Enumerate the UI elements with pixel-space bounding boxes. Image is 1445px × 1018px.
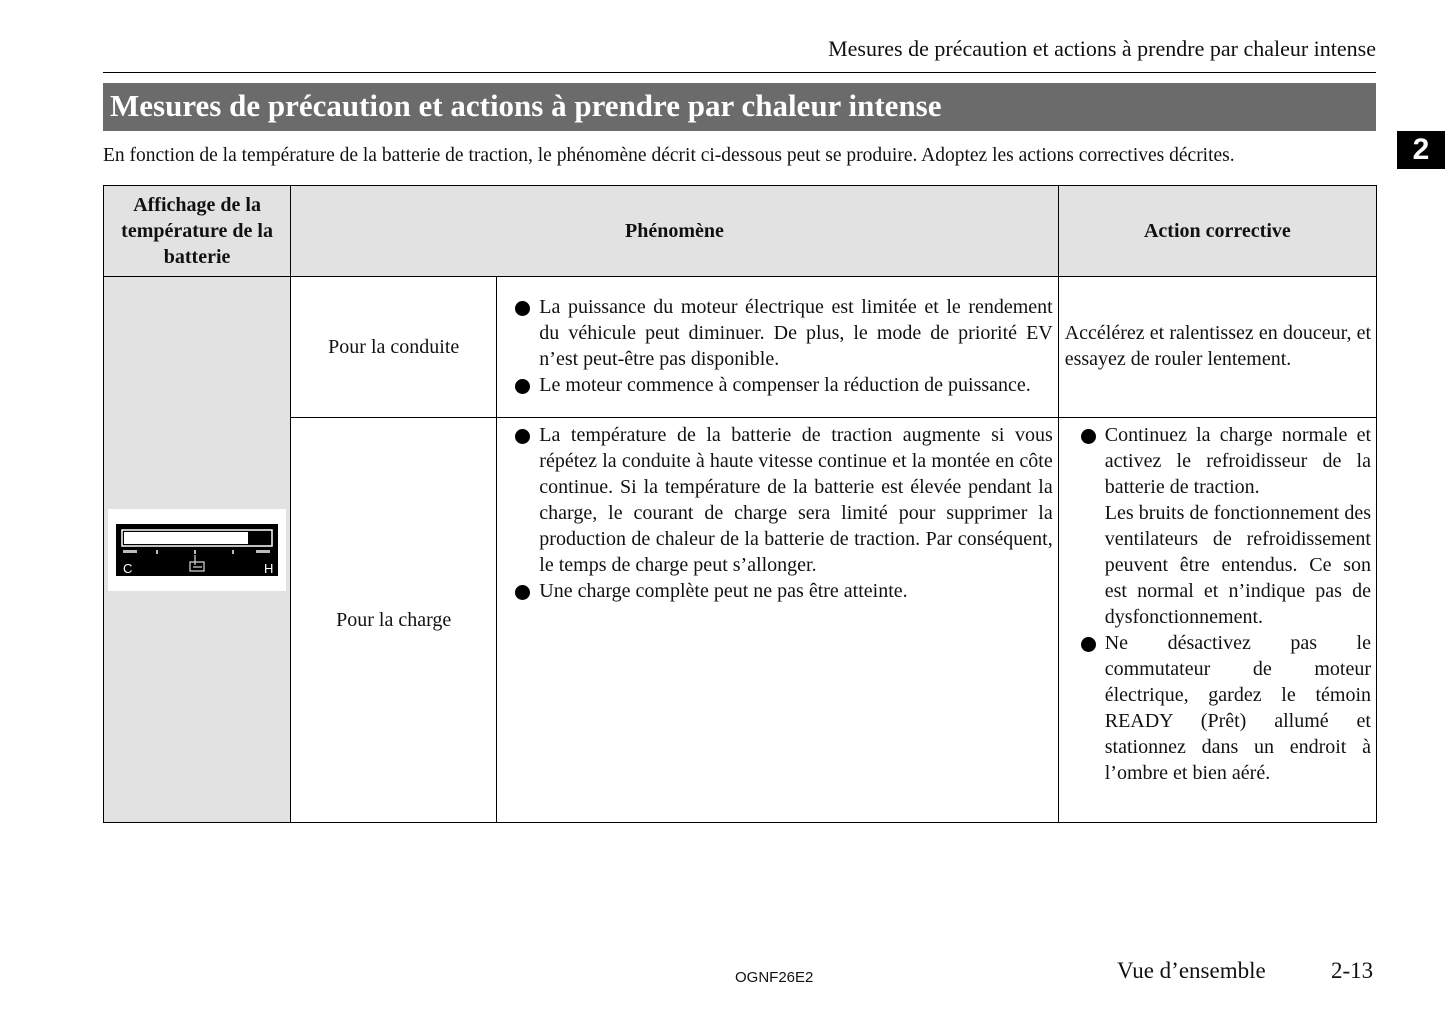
bullet-icon (515, 585, 530, 600)
header-action: Action corrective (1058, 186, 1376, 277)
list-item: Le moteur commence à compenser la réduction de puissance. (515, 372, 1052, 398)
table-header-row (104, 186, 1377, 277)
bullet-icon (515, 301, 530, 316)
header-phenomenon: Phénomène (291, 186, 1059, 277)
list-item: Ne désactivez pas le commutateur de moteur électrique, gardez le témoin READY (Prêt) allumé et stationnez dans un endroit à l’ombre et bien aéré. (1081, 630, 1371, 786)
context-charging: Pour la charge (291, 418, 497, 823)
table-row (104, 418, 1377, 823)
gauge-high-mark (256, 550, 270, 553)
header-rule (103, 72, 1376, 73)
gauge-tick (194, 550, 196, 554)
precaution-table (103, 185, 1377, 823)
gauge-tick (156, 550, 158, 554)
list-item: Continuez la charge normale et activez le refroidisseur de la batterie de traction. Les bruits de fonctionnement des ventilateurs de refroidissement peuvent être entendus. Ce son est normal et n’indique pas de dysfonctionnement. (1081, 422, 1371, 630)
header-display: Affichage de la température de la batterie (104, 186, 291, 277)
battery-temperature-gauge (108, 509, 286, 591)
intro-text: En fonction de la température de la batterie de traction, le phénomène décrit ci-dessous peut se produire. Adoptez les actions correctives décrites. (103, 145, 1235, 166)
gauge-label-hot: H (264, 560, 274, 576)
section-title: Mesures de précaution et actions à prendre par chaleur intense (103, 83, 1376, 131)
context-driving: Pour la conduite (291, 277, 497, 418)
action-driving: Accélérez et ralentissez en douceur, et essayez de rouler lentement. (1058, 277, 1376, 418)
bullet-icon (515, 379, 530, 394)
list-item: La température de la batterie de traction augmente si vous répétez la conduite à haute vitesse continue et la montée en côte continue. Si la température de la batterie est élevée pendant la charge, le courant de charge sera limité pour supprimer la production de chaleur de la batterie de traction. Par conséquent, le temps de charge peut s’allonger. (515, 422, 1052, 578)
list-item: La puissance du moteur électrique est limitée et le rendement du véhicule peut diminuer. De plus, le mode de priorité EV n’est peut-être pas disponible. (515, 294, 1052, 372)
bullet-icon (1081, 637, 1096, 652)
bullet-icon (515, 429, 530, 444)
bullet-icon (1081, 429, 1096, 444)
footer-code: OGNF26E2 (735, 969, 814, 986)
table-row (104, 277, 1377, 418)
gauge-fill (124, 532, 248, 544)
action-charging (1058, 418, 1376, 823)
battery-temperature-display-cell (104, 277, 291, 823)
action-note: Les bruits de fonctionnement des ventilateurs de refroidissement peuvent être entendus. Ce son est normal et n’indique pas de dysfonctionnement. (1104, 502, 1371, 628)
gauge-tick (232, 550, 234, 554)
running-header: Mesures de précaution et actions à prendre par chaleur intense (828, 36, 1376, 61)
chapter-tab: 2 (1397, 131, 1445, 169)
gauge-label-cold: C (123, 560, 133, 576)
list-item: Une charge complète peut ne pas être atteinte. (515, 578, 1052, 604)
gauge-display (116, 524, 278, 576)
gauge-low-mark (123, 550, 137, 553)
phenomenon-driving (497, 277, 1058, 418)
footer-section-name: Vue d’ensemble (1117, 958, 1266, 983)
footer-page-number: 2-13 (1331, 958, 1374, 983)
phenomenon-charging (497, 418, 1058, 823)
